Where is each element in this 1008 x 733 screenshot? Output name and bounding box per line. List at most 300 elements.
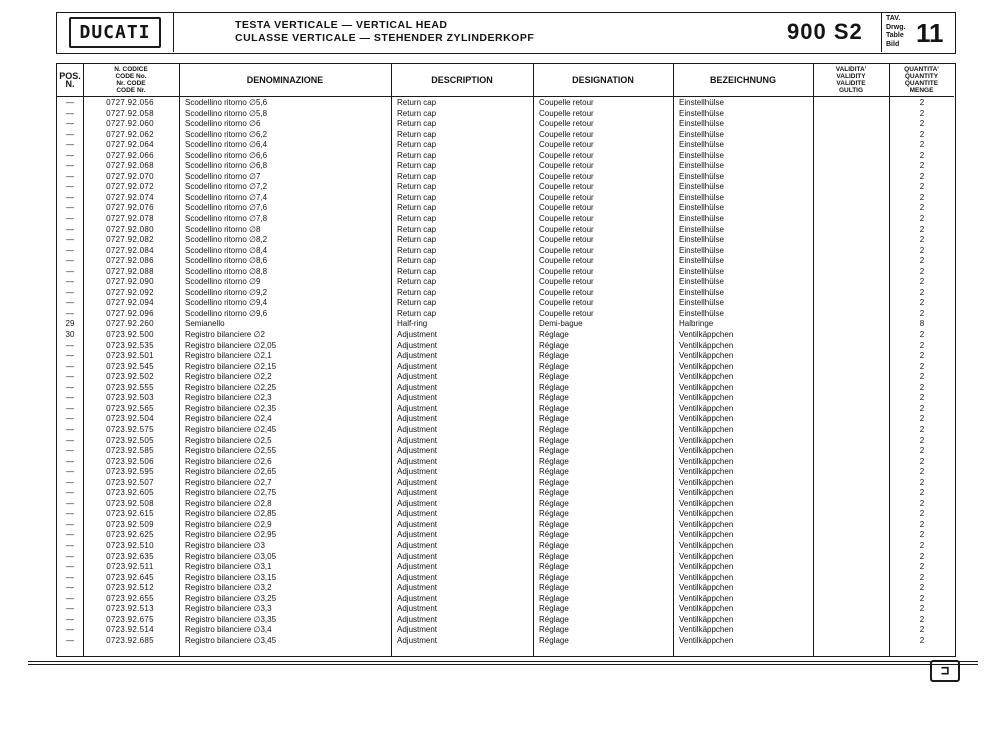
cell-pos: — (66, 361, 74, 371)
cell-qty: 2 (919, 551, 925, 561)
cell-pos: — (66, 572, 74, 582)
cell-desc: Adjustment (397, 372, 438, 382)
cell-pos: — (66, 498, 74, 508)
cell-qty: 2 (919, 530, 925, 540)
cell-desc: Return cap (397, 287, 437, 297)
cell-code: 0723.92.655 (106, 593, 154, 603)
cell-desig: Réglage (539, 519, 569, 529)
cell-desig: Coupelle retour (539, 140, 594, 150)
cell-bez: Einstellhülse (679, 245, 724, 255)
cell-den: Registro bilanciere ∅2,65 (185, 467, 277, 477)
cell-den: Scodellino ritorno ∅7,6 (185, 203, 268, 213)
cell-pos: — (66, 593, 74, 603)
cell-desc: Return cap (397, 256, 437, 266)
title-line-2: CULASSE VERTICALE — STEHENDER ZYLINDERKOPF (235, 32, 535, 44)
cell-den: Registro bilanciere ∅3,05 (185, 551, 277, 561)
col-header-description: DESCRIPTION (431, 75, 493, 85)
cell-qty: 2 (919, 372, 925, 382)
cell-code: 0727.92.060 (106, 119, 154, 129)
cell-desc: Adjustment (397, 330, 438, 340)
cell-code: 0723.92.625 (106, 530, 154, 540)
table-row (57, 98, 954, 109)
cell-code: 0723.92.535 (106, 340, 154, 350)
cell-qty: 2 (919, 266, 925, 276)
cell-bez: Einstellhülse (679, 108, 724, 118)
table-row (57, 509, 954, 520)
cell-pos: — (66, 108, 74, 118)
cell-qty: 2 (919, 509, 925, 519)
cell-bez: Ventilkäppchen (679, 519, 734, 529)
cell-qty: 2 (919, 98, 925, 107)
cell-code: 0727.92.056 (106, 98, 154, 107)
cell-den: Registro bilanciere ∅2,05 (185, 340, 277, 350)
table-row (57, 562, 954, 573)
cell-pos: — (66, 403, 74, 413)
table-row (57, 530, 954, 541)
cell-code: 0723.92.595 (106, 467, 154, 477)
table-row (57, 288, 954, 299)
cell-pos: — (66, 266, 74, 276)
page-header (56, 12, 956, 54)
table-row (57, 425, 954, 436)
cell-bez: Ventilkäppchen (679, 572, 734, 582)
table-row (57, 351, 954, 362)
cell-pos: — (66, 203, 74, 213)
cell-pos: — (66, 583, 74, 593)
table-row (57, 488, 954, 499)
cell-pos: — (66, 467, 74, 477)
cell-den: Registro bilanciere ∅2,95 (185, 530, 277, 540)
table-number: 11 (916, 18, 944, 48)
cell-code: 0727.92.084 (106, 245, 154, 255)
cell-den: Registro bilanciere ∅2,2 (185, 372, 272, 382)
model-name: 900 S2 (787, 19, 863, 44)
cell-code: 0727.92.086 (106, 256, 154, 266)
cell-pos: 30 (65, 330, 75, 340)
cell-den: Registro bilanciere ∅2,6 (185, 456, 272, 466)
table-row (57, 520, 954, 531)
cell-bez: Ventilkäppchen (679, 446, 734, 456)
cell-bez: Einstellhülse (679, 182, 724, 192)
table-row (57, 436, 954, 447)
cell-code: 0723.92.514 (106, 625, 154, 635)
cell-desc: Adjustment (397, 435, 438, 445)
cell-bez: Ventilkäppchen (679, 488, 734, 498)
cell-pos: — (66, 393, 74, 403)
cell-bez: Ventilkäppchen (679, 382, 734, 392)
cell-bez: Ventilkäppchen (679, 467, 734, 477)
cell-desig: Coupelle retour (539, 119, 594, 129)
cell-desig: Coupelle retour (539, 256, 594, 266)
cell-code: 0727.92.058 (106, 108, 154, 118)
cell-bez: Ventilkäppchen (679, 414, 734, 424)
cell-bez: Einstellhülse (679, 308, 724, 318)
table-row (57, 298, 954, 309)
continue-arrow-icon: ⊐ (930, 660, 960, 682)
cell-pos: — (66, 308, 74, 318)
cell-den: Scodellino ritorno ∅8,8 (185, 266, 268, 276)
cell-den: Scodellino ritorno ∅8,6 (185, 256, 268, 266)
cell-code: 0723.92.575 (106, 424, 154, 434)
cell-qty: 2 (919, 192, 925, 202)
cell-code: 0727.92.096 (106, 308, 154, 318)
cell-bez: Einstellhülse (679, 266, 724, 276)
cell-code: 0727.92.068 (106, 161, 154, 171)
cell-den: Registro bilanciere ∅2,7 (185, 477, 272, 487)
cell-pos: — (66, 551, 74, 561)
cell-code: 0727.92.090 (106, 277, 154, 287)
cell-desig: Coupelle retour (539, 161, 594, 171)
cell-desig: Réglage (539, 625, 569, 635)
cell-den: Registro bilanciere ∅2,4 (185, 414, 272, 424)
cell-desig: Réglage (539, 446, 569, 456)
cell-desig: Réglage (539, 414, 569, 424)
col-header-designation: DESIGNATION (572, 75, 634, 85)
cell-qty: 2 (919, 583, 925, 593)
cell-qty: 2 (919, 614, 925, 624)
table-row (57, 404, 954, 415)
cell-bez: Ventilkäppchen (679, 540, 734, 550)
cell-code: 0723.92.615 (106, 509, 154, 519)
cell-code: 0723.92.503 (106, 393, 154, 403)
table-row (57, 203, 954, 214)
col-header-code: N. CODICE CODE No. Nr. CODE CODE Nr. (114, 66, 148, 94)
logo-box (57, 13, 174, 52)
cell-desc: Adjustment (397, 424, 438, 434)
cell-pos: — (66, 277, 74, 287)
cell-desig: Réglage (539, 382, 569, 392)
cell-pos: — (66, 129, 74, 139)
cell-code: 0723.92.504 (106, 414, 154, 424)
cell-desc: Adjustment (397, 498, 438, 508)
cell-code: 0727.92.094 (106, 298, 154, 308)
table-row (57, 362, 954, 373)
table-row (57, 225, 954, 236)
cell-qty: 2 (919, 446, 925, 456)
table-row (57, 119, 954, 130)
cell-bez: Ventilkäppchen (679, 361, 734, 371)
cell-bez: Ventilkäppchen (679, 625, 734, 635)
cell-desc: Adjustment (397, 519, 438, 529)
cell-qty: 2 (919, 245, 925, 255)
cell-den: Scodellino ritorno ∅7,4 (185, 192, 268, 202)
cell-desig: Coupelle retour (539, 171, 594, 181)
table-row (57, 625, 954, 636)
cell-code: 0723.92.585 (106, 446, 154, 456)
cell-desig: Réglage (539, 593, 569, 603)
cell-qty: 2 (919, 488, 925, 498)
cell-den: Scodellino ritorno ∅7,2 (185, 182, 268, 192)
cell-den: Scodellino ritorno ∅8,4 (185, 245, 268, 255)
cell-den: Registro bilanciere ∅3,2 (185, 583, 272, 593)
cell-pos: — (66, 382, 74, 392)
cell-qty: 2 (919, 540, 925, 550)
cell-pos: — (66, 298, 74, 308)
cell-code: 0727.92.064 (106, 140, 154, 150)
cell-qty: 2 (919, 129, 925, 139)
cell-desc: Return cap (397, 182, 437, 192)
cell-den: Scodellino ritorno ∅7 (185, 171, 261, 181)
cell-den: Scodellino ritorno ∅7,8 (185, 214, 268, 224)
cell-code: 0723.92.545 (106, 361, 154, 371)
header-divider (57, 96, 954, 97)
table-row (57, 277, 954, 288)
cell-desig: Réglage (539, 393, 569, 403)
table-row (57, 246, 954, 257)
cell-qty: 2 (919, 414, 925, 424)
cell-den: Scodellino ritorno ∅5,6 (185, 98, 268, 107)
cell-pos: — (66, 182, 74, 192)
title-line-1: TESTA VERTICALE — VERTICAL HEAD (235, 19, 448, 31)
cell-desig: Réglage (539, 509, 569, 519)
cell-desc: Return cap (397, 108, 437, 118)
cell-desc: Return cap (397, 150, 437, 160)
cell-den: Registro bilanciere ∅3,35 (185, 614, 277, 624)
cell-bez: Ventilkäppchen (679, 456, 734, 466)
cell-bez: Ventilkäppchen (679, 403, 734, 413)
cell-bez: Einstellhülse (679, 129, 724, 139)
table-row (57, 499, 954, 510)
cell-pos: — (66, 625, 74, 635)
cell-bez: Ventilkäppchen (679, 351, 734, 361)
cell-bez: Einstellhülse (679, 235, 724, 245)
cell-den: Registro bilanciere ∅2,15 (185, 361, 277, 371)
cell-den: Registro bilanciere ∅2,35 (185, 403, 277, 413)
cell-qty: 2 (919, 519, 925, 529)
cell-qty: 2 (919, 572, 925, 582)
cell-desig: Coupelle retour (539, 308, 594, 318)
cell-desig: Réglage (539, 530, 569, 540)
cell-desc: Return cap (397, 129, 437, 139)
cell-den: Registro bilanciere ∅2,25 (185, 382, 277, 392)
cell-pos: — (66, 635, 74, 645)
ducati-logo: DUCATI (69, 17, 160, 48)
table-row (57, 130, 954, 141)
cell-bez: Ventilkäppchen (679, 477, 734, 487)
cell-code: 0727.92.080 (106, 224, 154, 234)
cell-qty: 2 (919, 382, 925, 392)
cell-bez: Einstellhülse (679, 98, 724, 107)
cell-qty: 2 (919, 477, 925, 487)
cell-den: Registro bilanciere ∅2 (185, 330, 265, 340)
cell-desc: Return cap (397, 203, 437, 213)
cell-den: Registro bilanciere ∅2,3 (185, 393, 272, 403)
cell-qty: 2 (919, 140, 925, 150)
cell-code: 0723.92.505 (106, 435, 154, 445)
cell-desc: Return cap (397, 224, 437, 234)
cell-desc: Adjustment (397, 403, 438, 413)
table-row (57, 636, 954, 647)
table-row (57, 383, 954, 394)
cell-desc: Return cap (397, 192, 437, 202)
cell-pos: — (66, 192, 74, 202)
cell-qty: 2 (919, 214, 925, 224)
table-row (57, 541, 954, 552)
cell-bez: Ventilkäppchen (679, 604, 734, 614)
cell-den: Scodellino ritorno ∅9,6 (185, 308, 268, 318)
cell-den: Scodellino ritorno ∅9,2 (185, 287, 268, 297)
cell-bez: Einstellhülse (679, 171, 724, 181)
cell-den: Scodellino ritorno ∅6,2 (185, 129, 268, 139)
cell-den: Scodellino ritorno ∅6,8 (185, 161, 268, 171)
cell-code: 0723.92.508 (106, 498, 154, 508)
table-row (57, 161, 954, 172)
cell-qty: 8 (919, 319, 925, 329)
cell-pos: — (66, 161, 74, 171)
cell-pos: — (66, 414, 74, 424)
cell-bez: Ventilkäppchen (679, 372, 734, 382)
cell-bez: Einstellhülse (679, 298, 724, 308)
cell-desc: Adjustment (397, 456, 438, 466)
cell-desig: Réglage (539, 330, 569, 340)
cell-desig: Réglage (539, 477, 569, 487)
footer-rule (28, 664, 978, 665)
cell-code: 0723.92.555 (106, 382, 154, 392)
cell-pos: — (66, 171, 74, 181)
table-row (57, 267, 954, 278)
table-row (57, 330, 954, 341)
cell-code: 0727.92.070 (106, 171, 154, 181)
cell-desig: Coupelle retour (539, 214, 594, 224)
table-row (57, 319, 954, 330)
cell-den: Registro bilanciere ∅3,1 (185, 562, 272, 572)
cell-qty: 2 (919, 256, 925, 266)
cell-code: 0727.92.082 (106, 235, 154, 245)
cell-desc: Adjustment (397, 393, 438, 403)
cell-code: 0727.92.078 (106, 214, 154, 224)
cell-pos: — (66, 150, 74, 160)
table-row (57, 372, 954, 383)
cell-desig: Demi-bague (539, 319, 583, 329)
cell-den: Registro bilanciere ∅2,45 (185, 424, 277, 434)
cell-pos: — (66, 287, 74, 297)
cell-pos: — (66, 456, 74, 466)
cell-qty: 2 (919, 467, 925, 477)
table-row (57, 393, 954, 404)
cell-qty: 2 (919, 351, 925, 361)
cell-desc: Adjustment (397, 583, 438, 593)
cell-desc: Adjustment (397, 467, 438, 477)
cell-desc: Return cap (397, 171, 437, 181)
cell-qty: 2 (919, 330, 925, 340)
cell-den: Scodellino ritorno ∅6 (185, 119, 261, 129)
cell-desig: Réglage (539, 456, 569, 466)
cell-pos: — (66, 446, 74, 456)
table-row (57, 583, 954, 594)
cell-qty: 2 (919, 498, 925, 508)
cell-code: 0723.92.506 (106, 456, 154, 466)
cell-bez: Ventilkäppchen (679, 330, 734, 340)
cell-den: Scodellino ritorno ∅5,8 (185, 108, 268, 118)
table-row (57, 235, 954, 246)
cell-desc: Adjustment (397, 540, 438, 550)
cell-pos: — (66, 224, 74, 234)
cell-den: Registro bilanciere ∅3,15 (185, 572, 277, 582)
cell-bez: Ventilkäppchen (679, 435, 734, 445)
cell-pos: — (66, 519, 74, 529)
cell-desig: Réglage (539, 435, 569, 445)
table-row (57, 256, 954, 267)
cell-den: Scodellino ritorno ∅6,4 (185, 140, 268, 150)
table-row (57, 140, 954, 151)
cell-qty: 2 (919, 424, 925, 434)
cell-desc: Return cap (397, 277, 437, 287)
cell-desig: Réglage (539, 403, 569, 413)
cell-desig: Coupelle retour (539, 235, 594, 245)
table-row (57, 109, 954, 120)
cell-code: 0723.92.635 (106, 551, 154, 561)
cell-desc: Adjustment (397, 477, 438, 487)
cell-desig: Réglage (539, 635, 569, 645)
cell-bez: Ventilkäppchen (679, 509, 734, 519)
cell-desig: Réglage (539, 351, 569, 361)
cell-code: 0723.92.645 (106, 572, 154, 582)
cell-desig: Réglage (539, 614, 569, 624)
cell-qty: 2 (919, 625, 925, 635)
cell-code: 0727.92.074 (106, 192, 154, 202)
cell-pos: — (66, 214, 74, 224)
cell-desc: Return cap (397, 245, 437, 255)
cell-qty: 2 (919, 435, 925, 445)
cell-desig: Coupelle retour (539, 108, 594, 118)
table-row (57, 446, 954, 457)
cell-code: 0727.92.076 (106, 203, 154, 213)
cell-desc: Adjustment (397, 340, 438, 350)
cell-den: Semianello (185, 319, 225, 329)
cell-bez: Einstellhülse (679, 224, 724, 234)
cell-pos: — (66, 488, 74, 498)
cell-den: Registro bilanciere ∅2,1 (185, 351, 272, 361)
cell-qty: 2 (919, 203, 925, 213)
cell-bez: Ventilkäppchen (679, 424, 734, 434)
parts-table (56, 63, 956, 657)
cell-pos: — (66, 530, 74, 540)
cell-desc: Return cap (397, 161, 437, 171)
cell-qty: 2 (919, 403, 925, 413)
table-row (57, 552, 954, 563)
col-header-denominazione: DENOMINAZIONE (246, 75, 324, 85)
cell-qty: 2 (919, 182, 925, 192)
cell-bez: Einstellhülse (679, 287, 724, 297)
cell-desig: Coupelle retour (539, 150, 594, 160)
col-header-quantity: QUANTITA' QUANTITY QUANTITE MENGE (904, 66, 939, 94)
cell-code: 0723.92.565 (106, 403, 154, 413)
cell-desig: Coupelle retour (539, 182, 594, 192)
cell-bez: Ventilkäppchen (679, 340, 734, 350)
cell-pos: — (66, 435, 74, 445)
cell-bez: Einstellhülse (679, 119, 724, 129)
cell-qty: 2 (919, 287, 925, 297)
cell-desig: Coupelle retour (539, 266, 594, 276)
cell-code: 0727.92.066 (106, 150, 154, 160)
cell-qty: 2 (919, 150, 925, 160)
cell-desig: Coupelle retour (539, 224, 594, 234)
cell-desig: Coupelle retour (539, 192, 594, 202)
cell-qty: 2 (919, 224, 925, 234)
cell-bez: Einstellhülse (679, 192, 724, 202)
table-body (57, 98, 954, 646)
cell-desig: Réglage (539, 340, 569, 350)
cell-pos: 29 (65, 319, 75, 329)
cell-den: Scodellino ritorno ∅6,6 (185, 150, 268, 160)
cell-desc: Adjustment (397, 562, 438, 572)
table-row (57, 478, 954, 489)
cell-pos: — (66, 562, 74, 572)
cell-den: Scodellino ritorno ∅9,4 (185, 298, 268, 308)
col-header-pos: POS. N. (59, 71, 81, 89)
cell-desc: Adjustment (397, 361, 438, 371)
cell-bez: Einstellhülse (679, 150, 724, 160)
